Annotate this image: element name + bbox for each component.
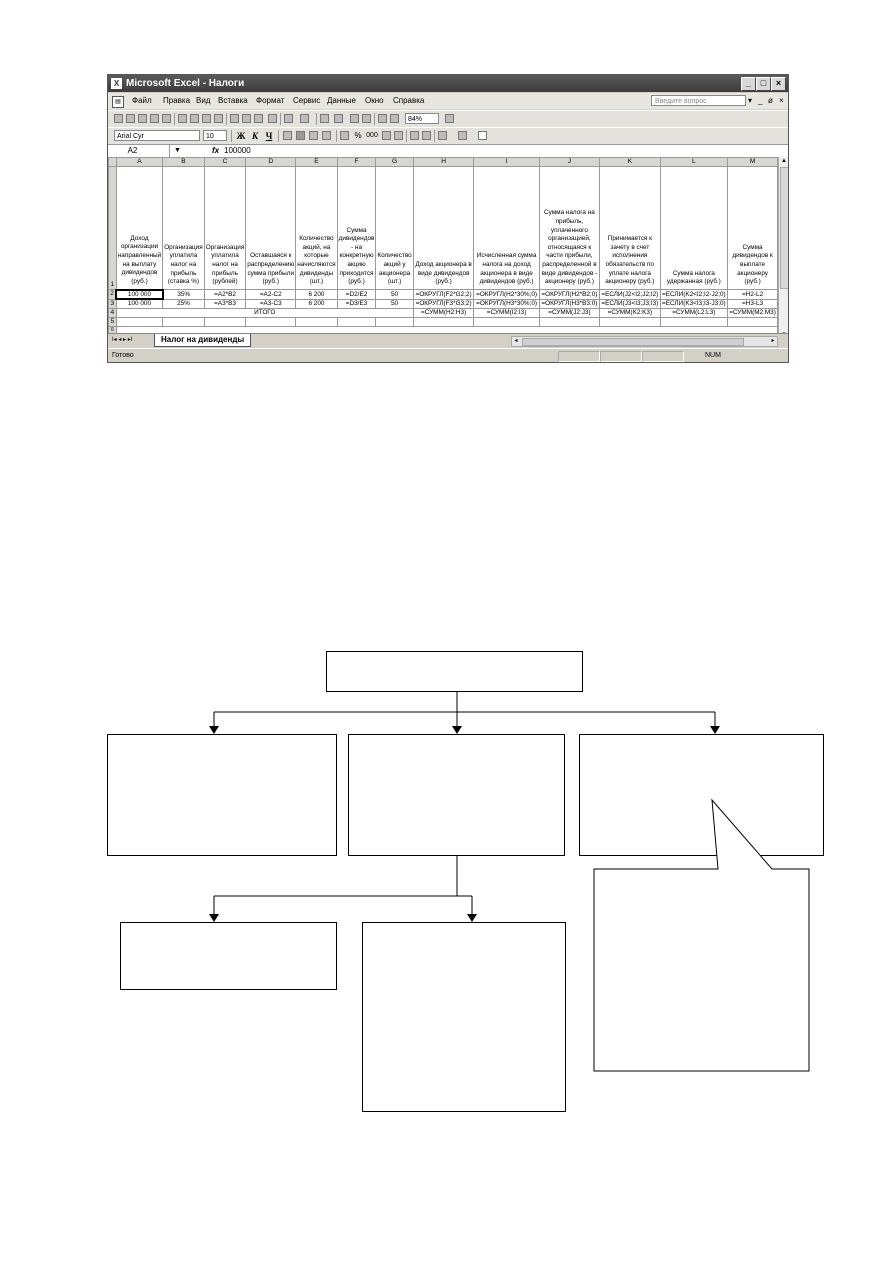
column-header[interactable]: G [376, 158, 413, 167]
scroll-right-icon[interactable]: ▸ [771, 338, 775, 344]
header-cell[interactable]: Количество акций, на которые начисляются дивиденды (шт.) [296, 167, 337, 290]
column-header[interactable]: F [337, 158, 376, 167]
header-cell[interactable]: Сумма налога удержанная (руб.) [660, 167, 728, 290]
sheet-tab-dividends[interactable]: Налог на дивиденды [154, 334, 251, 347]
cell[interactable]: =ОКРУГЛ(H2*B2;0) [539, 290, 599, 300]
row-header[interactable]: 6 [109, 326, 117, 333]
menu-window[interactable]: Окно [365, 96, 384, 105]
column-header[interactable]: D [246, 158, 296, 167]
column-header[interactable]: E [296, 158, 337, 167]
status-num-lock: NUM [705, 352, 721, 359]
column-header[interactable]: L [660, 158, 728, 167]
cell[interactable]: 50 [376, 290, 413, 300]
header-cell[interactable]: Принимается к зачету в счет исполнения обязательств по уплате налога акционеру (руб.) [600, 167, 660, 290]
cell[interactable]: =A3-C3 [246, 299, 296, 308]
cell[interactable]: =ОКРУГЛ(H3*30%;0) [474, 299, 539, 308]
maximize-button[interactable]: □ [756, 77, 771, 91]
thousands-button[interactable]: 000 [366, 132, 378, 139]
cell[interactable]: =ОКРУГЛ(F2*G2;2) [413, 290, 474, 300]
fx-icon[interactable]: fx [212, 146, 220, 155]
doc-restore-icon[interactable]: ø [768, 96, 773, 105]
status-ready: Готово [112, 352, 134, 359]
header-cell[interactable]: Организация уплатила налог на прибыль (ставка %) [163, 167, 205, 290]
cell[interactable]: =СУММ(H2:H3) [413, 308, 474, 317]
cell[interactable]: =D3/E3 [337, 299, 376, 308]
percent-button[interactable]: % [354, 131, 362, 140]
close-button[interactable]: × [771, 77, 786, 91]
cell[interactable]: =ЕСЛИ(K3<I3;I3-J3;0) [662, 299, 726, 307]
header-cell[interactable]: Оставшаяся к распределению сумма прибыли (руб.) [246, 167, 296, 290]
cell[interactable]: =СУММ(L2:L3) [660, 308, 728, 317]
cell[interactable]: =СУММ(I2:I3) [474, 308, 539, 317]
header-cell[interactable]: Организация уплатила налог на прибыль (рублей) [204, 167, 246, 290]
formula-input[interactable]: 100000 [224, 146, 251, 155]
name-box-dropdown-icon[interactable]: ▼ [174, 147, 181, 154]
diagram-callout [594, 800, 809, 1071]
scroll-up-icon[interactable]: ▲ [781, 158, 787, 164]
cell[interactable]: =A2-C2 [246, 290, 296, 300]
cell[interactable]: =ЕСЛИ(J3<I3;J3;I3) [601, 299, 659, 307]
cell[interactable]: =ОКРУГЛ(H3*B3;0) [539, 299, 599, 308]
menu-file[interactable]: Файл [132, 96, 152, 105]
row-header[interactable]: 4 [109, 308, 117, 317]
doc-close-icon[interactable]: × [779, 96, 784, 105]
zoom-select[interactable]: 84% [405, 113, 439, 124]
cell[interactable]: 6 200 [296, 290, 337, 300]
doc-minimize-icon[interactable]: _ [758, 96, 763, 105]
scroll-left-icon[interactable]: ◂ [514, 338, 518, 344]
italic-button[interactable]: К [251, 131, 259, 141]
cell[interactable]: 100 000 [116, 299, 162, 308]
cell[interactable]: =A3*B3 [204, 299, 246, 308]
tab-nav-arrows[interactable]: I◂ ◂ ▸ ▸I [112, 337, 133, 343]
cell[interactable]: =СУММ(K2:K3) [600, 308, 660, 317]
help-search-input[interactable]: Введите вопрос [651, 95, 746, 106]
column-header[interactable]: A [116, 158, 162, 167]
bold-button[interactable]: Ж [236, 131, 246, 141]
cell-a2[interactable]: 100 000 [116, 290, 162, 300]
header-cell[interactable]: Доход организации направленный на выплату дивидендов (руб.) [116, 167, 162, 290]
menu-data[interactable]: Данные [327, 96, 356, 105]
menu-tools[interactable]: Сервис [293, 96, 321, 105]
cell[interactable]: =ОКРУГЛ(F3*G3;2) [413, 299, 474, 308]
cell[interactable]: 6 200 [296, 299, 337, 308]
column-header[interactable]: B [163, 158, 205, 167]
cell[interactable]: =H3-L3 [728, 299, 778, 308]
help-dropdown-icon[interactable]: ▾ [748, 96, 753, 105]
document-icon[interactable]: ▤ [112, 96, 124, 108]
header-cell[interactable]: Доход акционера в виде дивидендов (руб.) [413, 167, 474, 290]
header-cell[interactable]: Количество акций у акционера (шт.) [376, 167, 413, 290]
cell[interactable]: =СУММ(J2:J3) [539, 308, 599, 317]
cell[interactable]: =A2*B2 [204, 290, 246, 300]
cell[interactable]: =СУММ(M2:M3) [729, 309, 776, 317]
column-header[interactable]: J [539, 158, 599, 167]
window-title: Microsoft Excel - Налоги [126, 78, 245, 89]
menu-format[interactable]: Формат [256, 96, 285, 105]
name-box[interactable]: A2 [108, 145, 170, 157]
menu-view[interactable]: Вид [196, 96, 211, 105]
total-label-cell[interactable]: ИТОГО [116, 308, 413, 317]
cell[interactable]: =D2/E2 [337, 290, 376, 300]
column-header[interactable]: M [728, 158, 778, 167]
header-cell[interactable]: Сумма налога на прибыль, уплаченного организацией, относящаяся к части прибыли, распределенной в виде дивидендов - акционеру (руб.) [539, 167, 599, 290]
row-header[interactable]: 3 [109, 299, 117, 308]
excel-app-icon: X [111, 78, 122, 89]
menu-insert[interactable]: Вставка [218, 96, 248, 105]
column-header[interactable]: I [474, 158, 539, 167]
cell[interactable]: =ЕСЛИ(K2<I2;I2-J2;0) [662, 290, 726, 298]
cell[interactable]: =H2-L2 [728, 290, 778, 300]
cell[interactable]: 50 [376, 299, 413, 308]
cell[interactable]: =ОКРУГЛ(H2*30%;0) [474, 290, 539, 300]
row-header[interactable]: 2 [109, 290, 117, 300]
column-header[interactable]: H [413, 158, 474, 167]
header-cell[interactable]: Сумма дивидендов к выплате акционеру (руб.) [728, 167, 778, 290]
header-cell[interactable]: Исчисленная сумма налога на доход акционера в виде дивидендов (руб.) [474, 167, 539, 290]
font-size-select[interactable]: 10 [203, 130, 227, 141]
header-cell[interactable]: Сумма дивидендов - на конкретную акцию приходится (руб.) [337, 167, 376, 290]
cell[interactable]: 35% [163, 290, 205, 300]
row-header[interactable]: 5 [109, 317, 117, 326]
row-header[interactable]: 1 [109, 167, 117, 290]
column-header[interactable]: K [600, 158, 660, 167]
minimize-button[interactable]: _ [741, 77, 756, 91]
underline-button[interactable]: Ч [265, 131, 273, 141]
cell[interactable]: =ЕСЛИ(J2<I2;J2;I2) [601, 290, 659, 298]
menu-edit[interactable]: Правка [163, 96, 191, 105]
column-header[interactable]: C [204, 158, 246, 167]
menu-help[interactable]: Справка [393, 96, 425, 105]
font-name-select[interactable]: Arial Cyr [114, 130, 200, 141]
cell[interactable]: 25% [163, 299, 205, 308]
